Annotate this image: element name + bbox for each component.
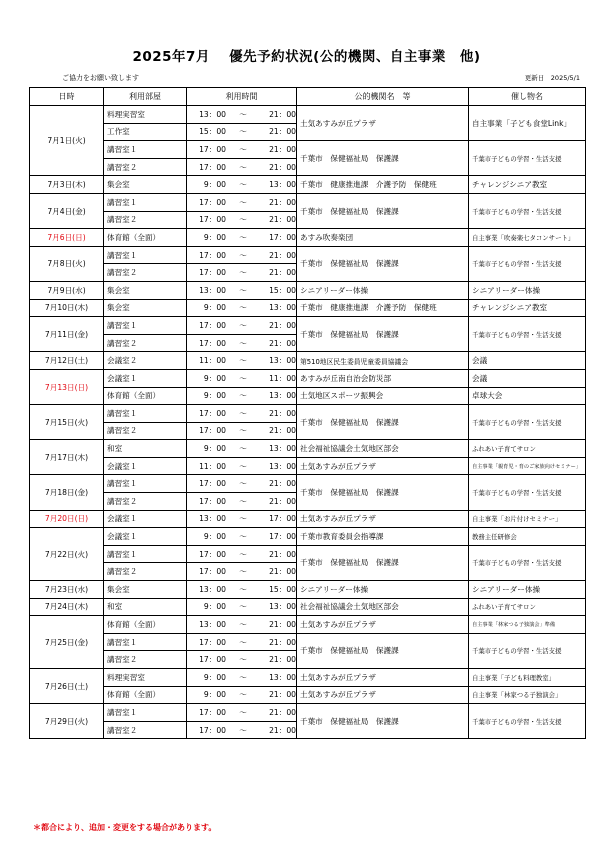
table-row bbox=[30, 193, 586, 211]
table-row bbox=[30, 545, 586, 563]
table-row bbox=[30, 299, 586, 317]
date-cell: 7月11日(金) bbox=[30, 317, 104, 352]
room-cell: 講習室１ bbox=[104, 633, 187, 651]
table-row bbox=[30, 581, 586, 599]
room-cell: 講習室１ bbox=[104, 545, 187, 563]
event-cell: 千葉市子どもの学習・生活支援 bbox=[469, 545, 586, 580]
end-time: 21：00 bbox=[269, 127, 296, 137]
start-time: 9：00 bbox=[203, 180, 226, 190]
time-cell bbox=[187, 158, 297, 176]
org-cell: 千葉市 保健福祉局 保護課 bbox=[297, 704, 469, 739]
time-cell bbox=[187, 440, 297, 458]
time-cell bbox=[187, 317, 297, 335]
date-cell: 7月18日(金) bbox=[30, 475, 104, 510]
room-cell: 集会室 bbox=[104, 281, 187, 299]
time-cell bbox=[187, 598, 297, 616]
start-time: 13：00 bbox=[199, 285, 226, 295]
time-separator: ～ bbox=[239, 567, 247, 577]
start-time: 17：00 bbox=[199, 426, 226, 436]
room-cell: 体育館（全面） bbox=[104, 229, 187, 247]
start-time: 17：00 bbox=[199, 655, 226, 665]
time-cell bbox=[187, 405, 297, 423]
time-separator: ～ bbox=[239, 514, 247, 524]
start-time: 11：00 bbox=[199, 461, 226, 471]
time-separator: ～ bbox=[239, 620, 247, 630]
header-event: 催し物名 bbox=[469, 88, 586, 106]
start-time: 9：00 bbox=[203, 232, 226, 242]
date-cell: 7月12日(土) bbox=[30, 352, 104, 370]
updated-date: 更新日 2025/5/1 bbox=[524, 74, 580, 82]
start-time: 9：00 bbox=[203, 444, 226, 454]
table-row bbox=[30, 686, 586, 704]
table-row bbox=[30, 633, 586, 651]
start-time: 9：00 bbox=[203, 532, 226, 542]
time-separator: ～ bbox=[239, 496, 247, 506]
start-time: 9：00 bbox=[203, 602, 226, 612]
time-separator: ～ bbox=[239, 602, 247, 612]
event-cell: チャレンジシニア教室 bbox=[469, 176, 586, 194]
table-row bbox=[30, 229, 586, 247]
time-cell bbox=[187, 369, 297, 387]
event-cell: 千葉市子どもの学習・生活支援 bbox=[469, 405, 586, 440]
room-cell: 講習室２ bbox=[104, 334, 187, 352]
room-cell: 講習室２ bbox=[104, 563, 187, 581]
time-separator: ～ bbox=[239, 707, 247, 717]
time-separator: ～ bbox=[239, 532, 247, 542]
start-time: 17：00 bbox=[199, 637, 226, 647]
room-cell: 会議室１ bbox=[104, 510, 187, 528]
start-time: 11：00 bbox=[199, 356, 226, 366]
event-cell: 千葉市子どもの学習・生活支援 bbox=[469, 141, 586, 176]
start-time: 9：00 bbox=[203, 303, 226, 313]
time-separator: ～ bbox=[239, 215, 247, 225]
room-cell: 体育館（全面） bbox=[104, 616, 187, 634]
room-cell: 和室 bbox=[104, 440, 187, 458]
time-cell bbox=[187, 563, 297, 581]
room-cell: 講習室２ bbox=[104, 158, 187, 176]
time-separator: ～ bbox=[239, 444, 247, 454]
time-separator: ～ bbox=[239, 285, 247, 295]
org-cell: あすみが丘南自治会防災部 bbox=[297, 369, 469, 387]
start-time: 17：00 bbox=[199, 567, 226, 577]
time-separator: ～ bbox=[239, 127, 247, 137]
start-time: 9：00 bbox=[203, 391, 226, 401]
end-time: 13：00 bbox=[269, 391, 296, 401]
end-time: 13：00 bbox=[269, 303, 296, 313]
end-time: 21：00 bbox=[269, 620, 296, 630]
event-cell: ふれあい子育てサロン bbox=[469, 598, 586, 616]
event-cell: 千葉市子どもの学習・生活支援 bbox=[469, 704, 586, 739]
time-separator: ～ bbox=[239, 250, 247, 260]
time-separator: ～ bbox=[239, 725, 247, 735]
time-separator: ～ bbox=[239, 356, 247, 366]
end-time: 21：00 bbox=[269, 690, 296, 700]
time-cell bbox=[187, 616, 297, 634]
time-cell bbox=[187, 176, 297, 194]
time-separator: ～ bbox=[239, 479, 247, 489]
table-row bbox=[30, 176, 586, 194]
end-time: 21：00 bbox=[269, 338, 296, 348]
time-cell bbox=[187, 123, 297, 141]
start-time: 9：00 bbox=[203, 690, 226, 700]
event-cell: 自主事業「子ども料理教室」 bbox=[469, 669, 586, 687]
end-time: 21：00 bbox=[269, 567, 296, 577]
date-cell: 7月29日(火) bbox=[30, 704, 104, 739]
time-separator: ～ bbox=[239, 162, 247, 172]
org-cell: シニアリーダー体操 bbox=[297, 581, 469, 599]
date-cell: 7月17日(木) bbox=[30, 440, 104, 475]
event-cell: シニアリーダー体操 bbox=[469, 581, 586, 599]
event-cell: 自主事業「林家つる子独演会」 bbox=[469, 686, 586, 704]
end-time: 15：00 bbox=[269, 285, 296, 295]
end-time: 21：00 bbox=[269, 250, 296, 260]
org-cell: 第510地区民生委員児童委員協議会 bbox=[297, 352, 469, 370]
time-cell bbox=[187, 211, 297, 229]
date-cell: 7月24日(木) bbox=[30, 598, 104, 616]
page-title: 2025年7月 優先予約状況(公的機関、自主事業 他) bbox=[132, 49, 481, 65]
room-cell: 講習室１ bbox=[104, 193, 187, 211]
room-cell: 講習室２ bbox=[104, 651, 187, 669]
room-cell: 集会室 bbox=[104, 581, 187, 599]
start-time: 17：00 bbox=[199, 479, 226, 489]
time-cell bbox=[187, 334, 297, 352]
org-cell: 千葉市 保健福祉局 保護課 bbox=[297, 405, 469, 440]
org-cell: 千葉市 保健福祉局 保護課 bbox=[297, 246, 469, 281]
time-cell bbox=[187, 264, 297, 282]
time-cell bbox=[187, 352, 297, 370]
org-cell: 千葉市 保健福祉局 保護課 bbox=[297, 141, 469, 176]
room-cell: 講習室２ bbox=[104, 211, 187, 229]
end-time: 21：00 bbox=[269, 549, 296, 559]
time-cell bbox=[187, 299, 297, 317]
event-cell: 千葉市子どもの学習・生活支援 bbox=[469, 475, 586, 510]
end-time: 13：00 bbox=[269, 461, 296, 471]
room-cell: 体育館（全面） bbox=[104, 686, 187, 704]
reservation-table bbox=[29, 87, 586, 739]
date-cell: 7月9日(水) bbox=[30, 281, 104, 299]
date-cell: 7月25日(金) bbox=[30, 616, 104, 669]
date-cell: 7月6日(日) bbox=[30, 229, 104, 247]
event-cell: シニアリーダー体操 bbox=[469, 281, 586, 299]
table-row bbox=[30, 475, 586, 493]
time-separator: ～ bbox=[239, 197, 247, 207]
room-cell: 会議室１ bbox=[104, 457, 187, 475]
time-separator: ～ bbox=[239, 180, 247, 190]
date-cell: 7月23日(水) bbox=[30, 581, 104, 599]
time-cell bbox=[187, 475, 297, 493]
org-cell: 社会福祉協議会土気地区部会 bbox=[297, 598, 469, 616]
subtitle: ご協力をお願い致します bbox=[62, 74, 139, 82]
date-cell: 7月26日(土) bbox=[30, 669, 104, 704]
start-time: 17：00 bbox=[199, 250, 226, 260]
event-cell: 千葉市子どもの学習・生活支援 bbox=[469, 633, 586, 668]
time-cell bbox=[187, 510, 297, 528]
room-cell: 講習室１ bbox=[104, 405, 187, 423]
time-cell bbox=[187, 669, 297, 687]
table-row bbox=[30, 246, 586, 264]
end-time: 21：00 bbox=[269, 162, 296, 172]
event-cell: 千葉市子どもの学習・生活支援 bbox=[469, 193, 586, 228]
time-cell bbox=[187, 457, 297, 475]
org-cell: 千葉市 保健福祉局 保護課 bbox=[297, 317, 469, 352]
room-cell: 会議室２ bbox=[104, 352, 187, 370]
table-row bbox=[30, 281, 586, 299]
org-cell: 土気あすみが丘プラザ bbox=[297, 616, 469, 634]
table-row bbox=[30, 106, 586, 124]
table-row bbox=[30, 457, 586, 475]
header-time: 利用時間 bbox=[187, 88, 297, 106]
time-cell bbox=[187, 229, 297, 247]
room-cell: 料理実習室 bbox=[104, 106, 187, 124]
start-time: 17：00 bbox=[199, 549, 226, 559]
end-time: 21：00 bbox=[269, 268, 296, 278]
end-time: 21：00 bbox=[269, 496, 296, 506]
time-cell bbox=[187, 633, 297, 651]
time-cell bbox=[187, 281, 297, 299]
time-cell bbox=[187, 528, 297, 546]
table-row bbox=[30, 704, 586, 722]
event-cell: 会議 bbox=[469, 369, 586, 387]
end-time: 21：00 bbox=[269, 320, 296, 330]
room-cell: 料理実習室 bbox=[104, 669, 187, 687]
table-body bbox=[30, 106, 586, 739]
time-separator: ～ bbox=[239, 549, 247, 559]
start-time: 17：00 bbox=[199, 725, 226, 735]
header-org: 公的機関名 等 bbox=[297, 88, 469, 106]
header-room: 利用部屋 bbox=[104, 88, 187, 106]
end-time: 21：00 bbox=[269, 408, 296, 418]
room-cell: 会議室１ bbox=[104, 528, 187, 546]
end-time: 21：00 bbox=[269, 707, 296, 717]
date-cell: 7月1日(火) bbox=[30, 106, 104, 176]
org-cell: 千葉市教育委員会指導課 bbox=[297, 528, 469, 546]
date-cell: 7月3日(木) bbox=[30, 176, 104, 194]
date-cell: 7月13日(日) bbox=[30, 369, 104, 404]
time-separator: ～ bbox=[239, 320, 247, 330]
event-cell: 千葉市子どもの学習・生活支援 bbox=[469, 317, 586, 352]
table-row bbox=[30, 528, 586, 546]
date-cell: 7月8日(火) bbox=[30, 246, 104, 281]
date-cell: 7月10日(木) bbox=[30, 299, 104, 317]
end-time: 21：00 bbox=[269, 655, 296, 665]
time-separator: ～ bbox=[239, 144, 247, 154]
date-cell: 7月20日(日) bbox=[30, 510, 104, 528]
end-time: 21：00 bbox=[269, 426, 296, 436]
room-cell: 工作室 bbox=[104, 123, 187, 141]
org-cell: 土気あすみが丘プラザ bbox=[297, 457, 469, 475]
start-time: 17：00 bbox=[199, 162, 226, 172]
room-cell: 講習室１ bbox=[104, 475, 187, 493]
end-time: 17：00 bbox=[269, 514, 296, 524]
time-cell bbox=[187, 493, 297, 511]
table-row bbox=[30, 387, 586, 405]
date-cell: 7月4日(金) bbox=[30, 193, 104, 228]
table-row bbox=[30, 510, 586, 528]
end-time: 21：00 bbox=[269, 725, 296, 735]
time-separator: ～ bbox=[239, 690, 247, 700]
event-cell: 自主事業「親育児・育のご家族向けセミナー」 bbox=[469, 457, 586, 475]
org-cell: 土気地区スポーツ振興会 bbox=[297, 387, 469, 405]
end-time: 13：00 bbox=[269, 356, 296, 366]
time-separator: ～ bbox=[239, 338, 247, 348]
room-cell: 講習室２ bbox=[104, 721, 187, 739]
org-cell: 千葉市 保健福祉局 保護課 bbox=[297, 633, 469, 668]
footer-note: ＊都合により、追加・変更をする場合があります。 bbox=[33, 823, 217, 832]
room-cell: 体育館（全面） bbox=[104, 387, 187, 405]
room-cell: 会議室１ bbox=[104, 369, 187, 387]
end-time: 21：00 bbox=[269, 144, 296, 154]
start-time: 9：00 bbox=[203, 373, 226, 383]
date-cell: 7月22日(火) bbox=[30, 528, 104, 581]
org-cell: 千葉市 保健福祉局 保護課 bbox=[297, 545, 469, 580]
room-cell: 講習室１ bbox=[104, 141, 187, 159]
org-cell: 千葉市 健康推進課 介護予防 保健班 bbox=[297, 176, 469, 194]
table-row bbox=[30, 352, 586, 370]
start-time: 17：00 bbox=[199, 496, 226, 506]
start-time: 9：00 bbox=[203, 672, 226, 682]
time-cell bbox=[187, 651, 297, 669]
event-cell: 教務主任研修会 bbox=[469, 528, 586, 546]
end-time: 11：00 bbox=[269, 373, 296, 383]
room-cell: 講習室１ bbox=[104, 317, 187, 335]
end-time: 17：00 bbox=[269, 532, 296, 542]
time-cell bbox=[187, 581, 297, 599]
room-cell: 講習室２ bbox=[104, 264, 187, 282]
org-cell: シニアリーダー体操 bbox=[297, 281, 469, 299]
table-row bbox=[30, 141, 586, 159]
end-time: 13：00 bbox=[269, 444, 296, 454]
event-cell: 自主事業「林家つる子独演会」準備 bbox=[469, 616, 586, 634]
org-cell: あすみ吹奏楽団 bbox=[297, 229, 469, 247]
time-separator: ～ bbox=[239, 408, 247, 418]
time-separator: ～ bbox=[239, 303, 247, 313]
org-cell: 社会福祉協議会土気地区部会 bbox=[297, 440, 469, 458]
start-time: 17：00 bbox=[199, 707, 226, 717]
org-cell: 土気あすみが丘プラザ bbox=[297, 669, 469, 687]
table-row bbox=[30, 616, 586, 634]
end-time: 21：00 bbox=[269, 637, 296, 647]
event-cell: 千葉市子どもの学習・生活支援 bbox=[469, 246, 586, 281]
start-time: 13：00 bbox=[199, 109, 226, 119]
time-separator: ～ bbox=[239, 655, 247, 665]
org-cell: 土気あすみが丘プラザ bbox=[297, 510, 469, 528]
room-cell: 集会室 bbox=[104, 299, 187, 317]
time-cell bbox=[187, 704, 297, 722]
event-cell: 会議 bbox=[469, 352, 586, 370]
time-separator: ～ bbox=[239, 461, 247, 471]
time-cell bbox=[187, 106, 297, 124]
org-cell: 千葉市 保健福祉局 保護課 bbox=[297, 193, 469, 228]
time-separator: ～ bbox=[239, 637, 247, 647]
time-cell bbox=[187, 246, 297, 264]
start-time: 13：00 bbox=[199, 514, 226, 524]
time-separator: ～ bbox=[239, 672, 247, 682]
time-separator: ～ bbox=[239, 109, 247, 119]
time-separator: ～ bbox=[239, 584, 247, 594]
start-time: 17：00 bbox=[199, 215, 226, 225]
start-time: 17：00 bbox=[199, 197, 226, 207]
start-time: 17：00 bbox=[199, 408, 226, 418]
time-cell bbox=[187, 193, 297, 211]
table-row bbox=[30, 369, 586, 387]
time-cell bbox=[187, 387, 297, 405]
start-time: 17：00 bbox=[199, 144, 226, 154]
end-time: 21：00 bbox=[269, 197, 296, 207]
start-time: 17：00 bbox=[199, 338, 226, 348]
table-row bbox=[30, 598, 586, 616]
start-time: 13：00 bbox=[199, 620, 226, 630]
org-cell: 千葉市 健康推進課 介護予防 保健班 bbox=[297, 299, 469, 317]
start-time: 15：00 bbox=[199, 127, 226, 137]
time-cell bbox=[187, 422, 297, 440]
start-time: 13：00 bbox=[199, 584, 226, 594]
time-separator: ～ bbox=[239, 426, 247, 436]
room-cell: 講習室１ bbox=[104, 704, 187, 722]
end-time: 17：00 bbox=[269, 232, 296, 242]
start-time: 17：00 bbox=[199, 320, 226, 330]
time-separator: ～ bbox=[239, 232, 247, 242]
event-cell: 自主事業「吹奏楽七タコンサート」 bbox=[469, 229, 586, 247]
event-cell: 自主事業「子ども食堂Link」 bbox=[469, 106, 586, 141]
time-cell bbox=[187, 141, 297, 159]
end-time: 15：00 bbox=[269, 584, 296, 594]
table-row bbox=[30, 440, 586, 458]
end-time: 21：00 bbox=[269, 479, 296, 489]
time-separator: ～ bbox=[239, 373, 247, 383]
event-cell: チャレンジシニア教室 bbox=[469, 299, 586, 317]
end-time: 13：00 bbox=[269, 672, 296, 682]
end-time: 21：00 bbox=[269, 215, 296, 225]
org-cell: 千葉市 保健福祉局 保護課 bbox=[297, 475, 469, 510]
table-row bbox=[30, 317, 586, 335]
time-separator: ～ bbox=[239, 268, 247, 278]
time-cell bbox=[187, 545, 297, 563]
event-cell: ふれあい子育てサロン bbox=[469, 440, 586, 458]
org-cell: 土気あすみが丘プラザ bbox=[297, 686, 469, 704]
time-cell bbox=[187, 721, 297, 739]
event-cell: 卓球大会 bbox=[469, 387, 586, 405]
table-header-row bbox=[30, 88, 586, 106]
start-time: 17：00 bbox=[199, 268, 226, 278]
room-cell: 講習室２ bbox=[104, 422, 187, 440]
end-time: 13：00 bbox=[269, 180, 296, 190]
room-cell: 講習室２ bbox=[104, 493, 187, 511]
end-time: 13：00 bbox=[269, 602, 296, 612]
date-cell: 7月15日(火) bbox=[30, 405, 104, 440]
end-time: 21：00 bbox=[269, 109, 296, 119]
room-cell: 集会室 bbox=[104, 176, 187, 194]
time-cell bbox=[187, 686, 297, 704]
time-separator: ～ bbox=[239, 391, 247, 401]
org-cell: 土気あすみが丘プラザ bbox=[297, 106, 469, 141]
table-row bbox=[30, 669, 586, 687]
room-cell: 講習室１ bbox=[104, 246, 187, 264]
room-cell: 和室 bbox=[104, 598, 187, 616]
event-cell: 自主事業「お片付けセミナー」 bbox=[469, 510, 586, 528]
header-date: 日時 bbox=[30, 88, 104, 106]
table-row bbox=[30, 405, 586, 423]
